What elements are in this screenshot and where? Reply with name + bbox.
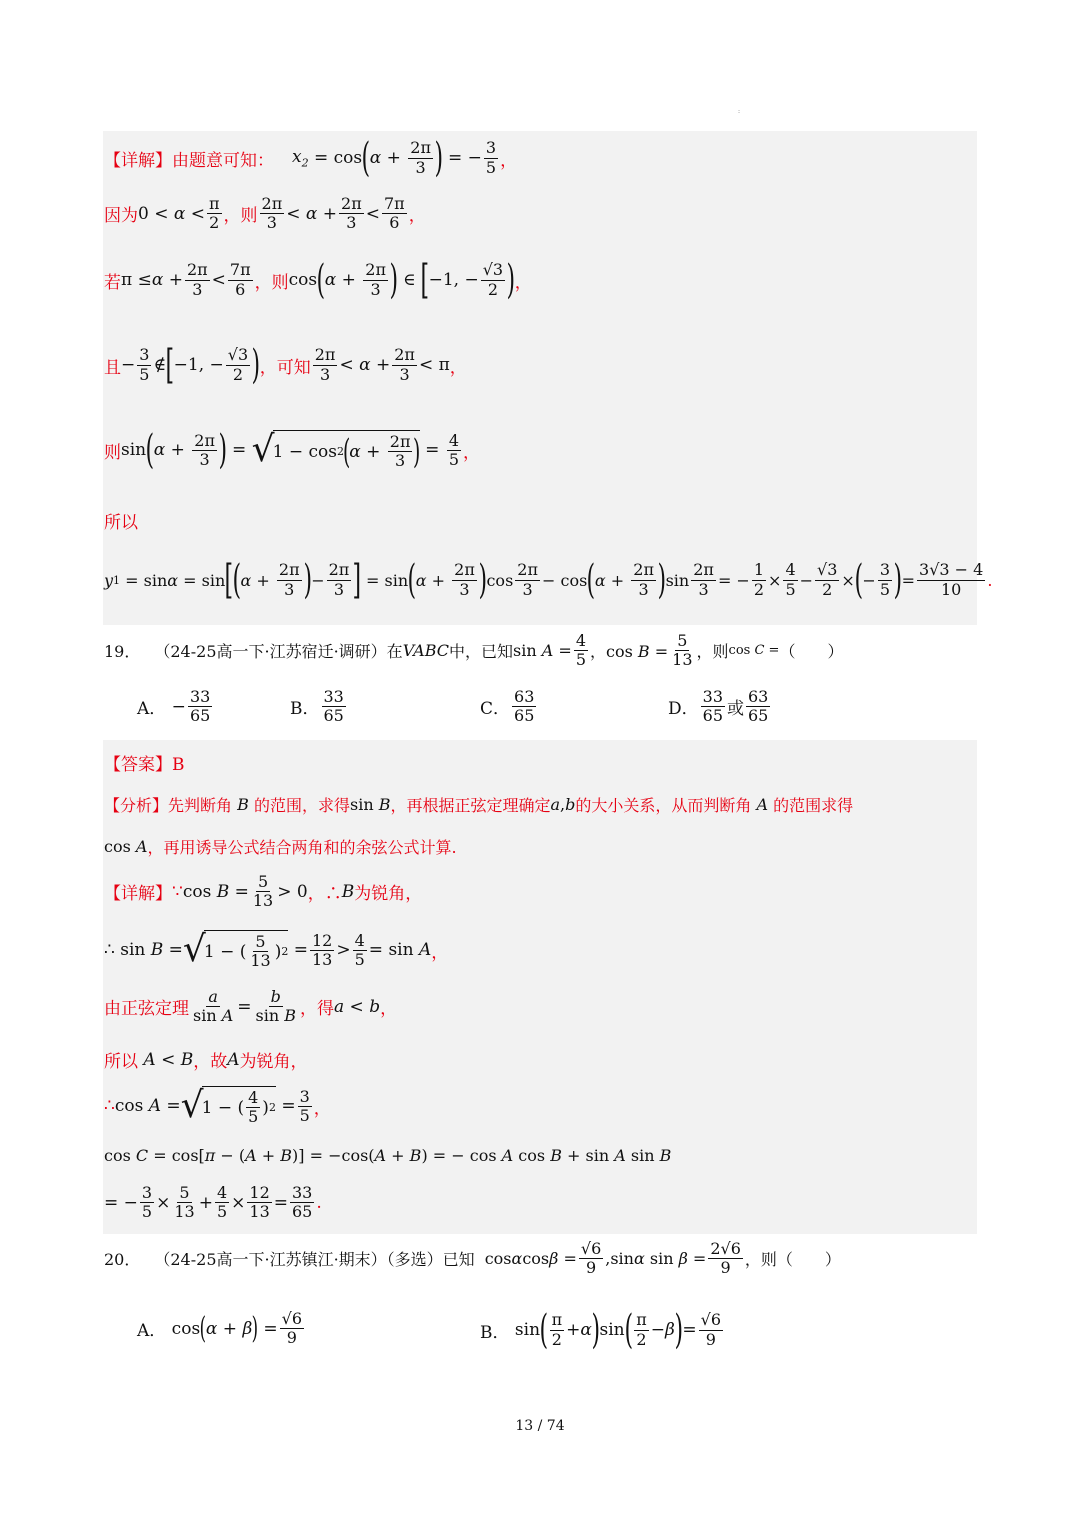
detail19-line4: 所以 A < B ，故 A 为锐角，	[104, 1049, 308, 1072]
detail19-line3: 由正弦定理 $\frac{a}{\text{sin A}}$ = $\frac{b}{\text{sin B}}$ ，得 a < b ，	[104, 987, 398, 1026]
corner-mark: :	[738, 108, 741, 115]
sol18-line1: 【详解】由题意可知： $x_2$ = cos ( α + $\frac{2\pi}{3}$ ) = − $\frac{3}{5}$ ，	[104, 135, 518, 181]
q19-option-a[interactable]: A． − $\frac{33}{65}$	[137, 687, 211, 726]
sol18-line6: 所以	[104, 513, 138, 533]
sol18-line3: 若 π ≤ α + $\frac{2\pi}{3}$ < 7π 6 ，则 cos ( α + $\frac{2\pi}{3}$ ) ∈ [ −1, − $\frac{√3}{2}$ ) ，	[104, 257, 532, 303]
question-20: 20． （24-25高一下·江苏镇江·期末）（多选）已知 cosαcosβ = $\frac{√6}{9}$ ,sinα sin β = $\frac{2√6}{9}$ ，则（ ）	[104, 1239, 841, 1278]
sol18-line7: y 1 = sin α = sin [ ( α + $\frac{2\pi}{3}$ ) − $\frac{2\pi}{3}$ ] = sin ( α + $\frac{2\pi}{3}$ ) cos 2π 3 − cos ( α + $\frac{2\pi}{3}$ ) sin $\frac{2\pi}{3}$ = − $\frac{1}{2}$ × $\frac{4}{5}$ − $\frac{√3}{2}$ × ( − $\frac{3}{5}$ ) = $\frac{3√3 - 4}{10}$ .	[104, 557, 993, 603]
analysis-19: 【分析】 先判断角 B 的范围，求得 sin B ，再根据正弦定理确定 a , b 的大小关系，从而判断角 A 的范围求得	[104, 795, 854, 815]
detail-label: 【详解】由题意可知：	[104, 150, 274, 171]
sol18-line5: 则 sin ( α + $\frac{2\pi}{3}$ ) = √ 1 − cos 2 ( α + 2π 3 ) = $\frac{4}{5}$ ，	[104, 427, 480, 474]
q19-option-b[interactable]: B． 33 65	[290, 687, 344, 726]
analysis-19-cont: cos A ，再用诱导公式结合两角和的余弦公式计算.	[104, 837, 457, 857]
q20-option-b[interactable]: B． sin ( π 2 + α ) sin ( π 2 − β ) = $\frac{√6}{9}$	[480, 1307, 722, 1353]
answer-19: 【答案】B	[104, 755, 185, 775]
page-number: 13 / 74	[515, 1418, 565, 1434]
detail19-line2: ∴ sin B = √ 1 − ( 5 13 ) 2 = $\frac{12}{13}$ > $\frac{4}{5}$ = sin A ，	[104, 929, 449, 971]
detail19-line6: cos C = cos[π − (A + B)] = −cos(A + B) = − cos A cos B + sin A sin B	[104, 1146, 672, 1165]
detail19-line7: = − $\frac{3}{5}$ × $\frac{5}{13}$ + $\frac{4}{5}$ × $\frac{12}{13}$ = $\frac{33}{65}$ .	[104, 1183, 322, 1222]
question-19: 19． （24-25高一下·江苏宿迁·调研）在 VABC 中，已知 sin A = $\frac{4}{5}$ ，cos B = $\frac{5}{13}$ ，则 cos C = （ ）	[104, 631, 844, 670]
detail19-line5: ∴ cos A = √ 1 − ( 4 5 ) 2 = $\frac{3}{5}$ ，	[104, 1085, 331, 1127]
sol18-line2: 因为 0 < α < π 2 ，则 2π 3 < α + $\frac{2\pi}{3}$ < 7π 6 ，	[104, 194, 426, 233]
detail19-line1: 【详解】 ∵ cos B = $\frac{5}{13}$ > 0 ，∴ B 为锐角，	[104, 872, 423, 911]
sol18-line4: 且 − $\frac{3}{5}$ ∉ [ −1, − $\frac{√3}{2}$ ) ，可知 2π 3 < α + $\frac{2\pi}{3}$ < π ，	[104, 342, 467, 388]
q19-option-d[interactable]: D． 33 65 或 63 65	[668, 687, 769, 726]
q20-option-a[interactable]: A． cos ( α + β ) = $\frac{√6}{9}$	[137, 1309, 303, 1348]
q19-option-c[interactable]: C． 63 65	[480, 687, 535, 726]
